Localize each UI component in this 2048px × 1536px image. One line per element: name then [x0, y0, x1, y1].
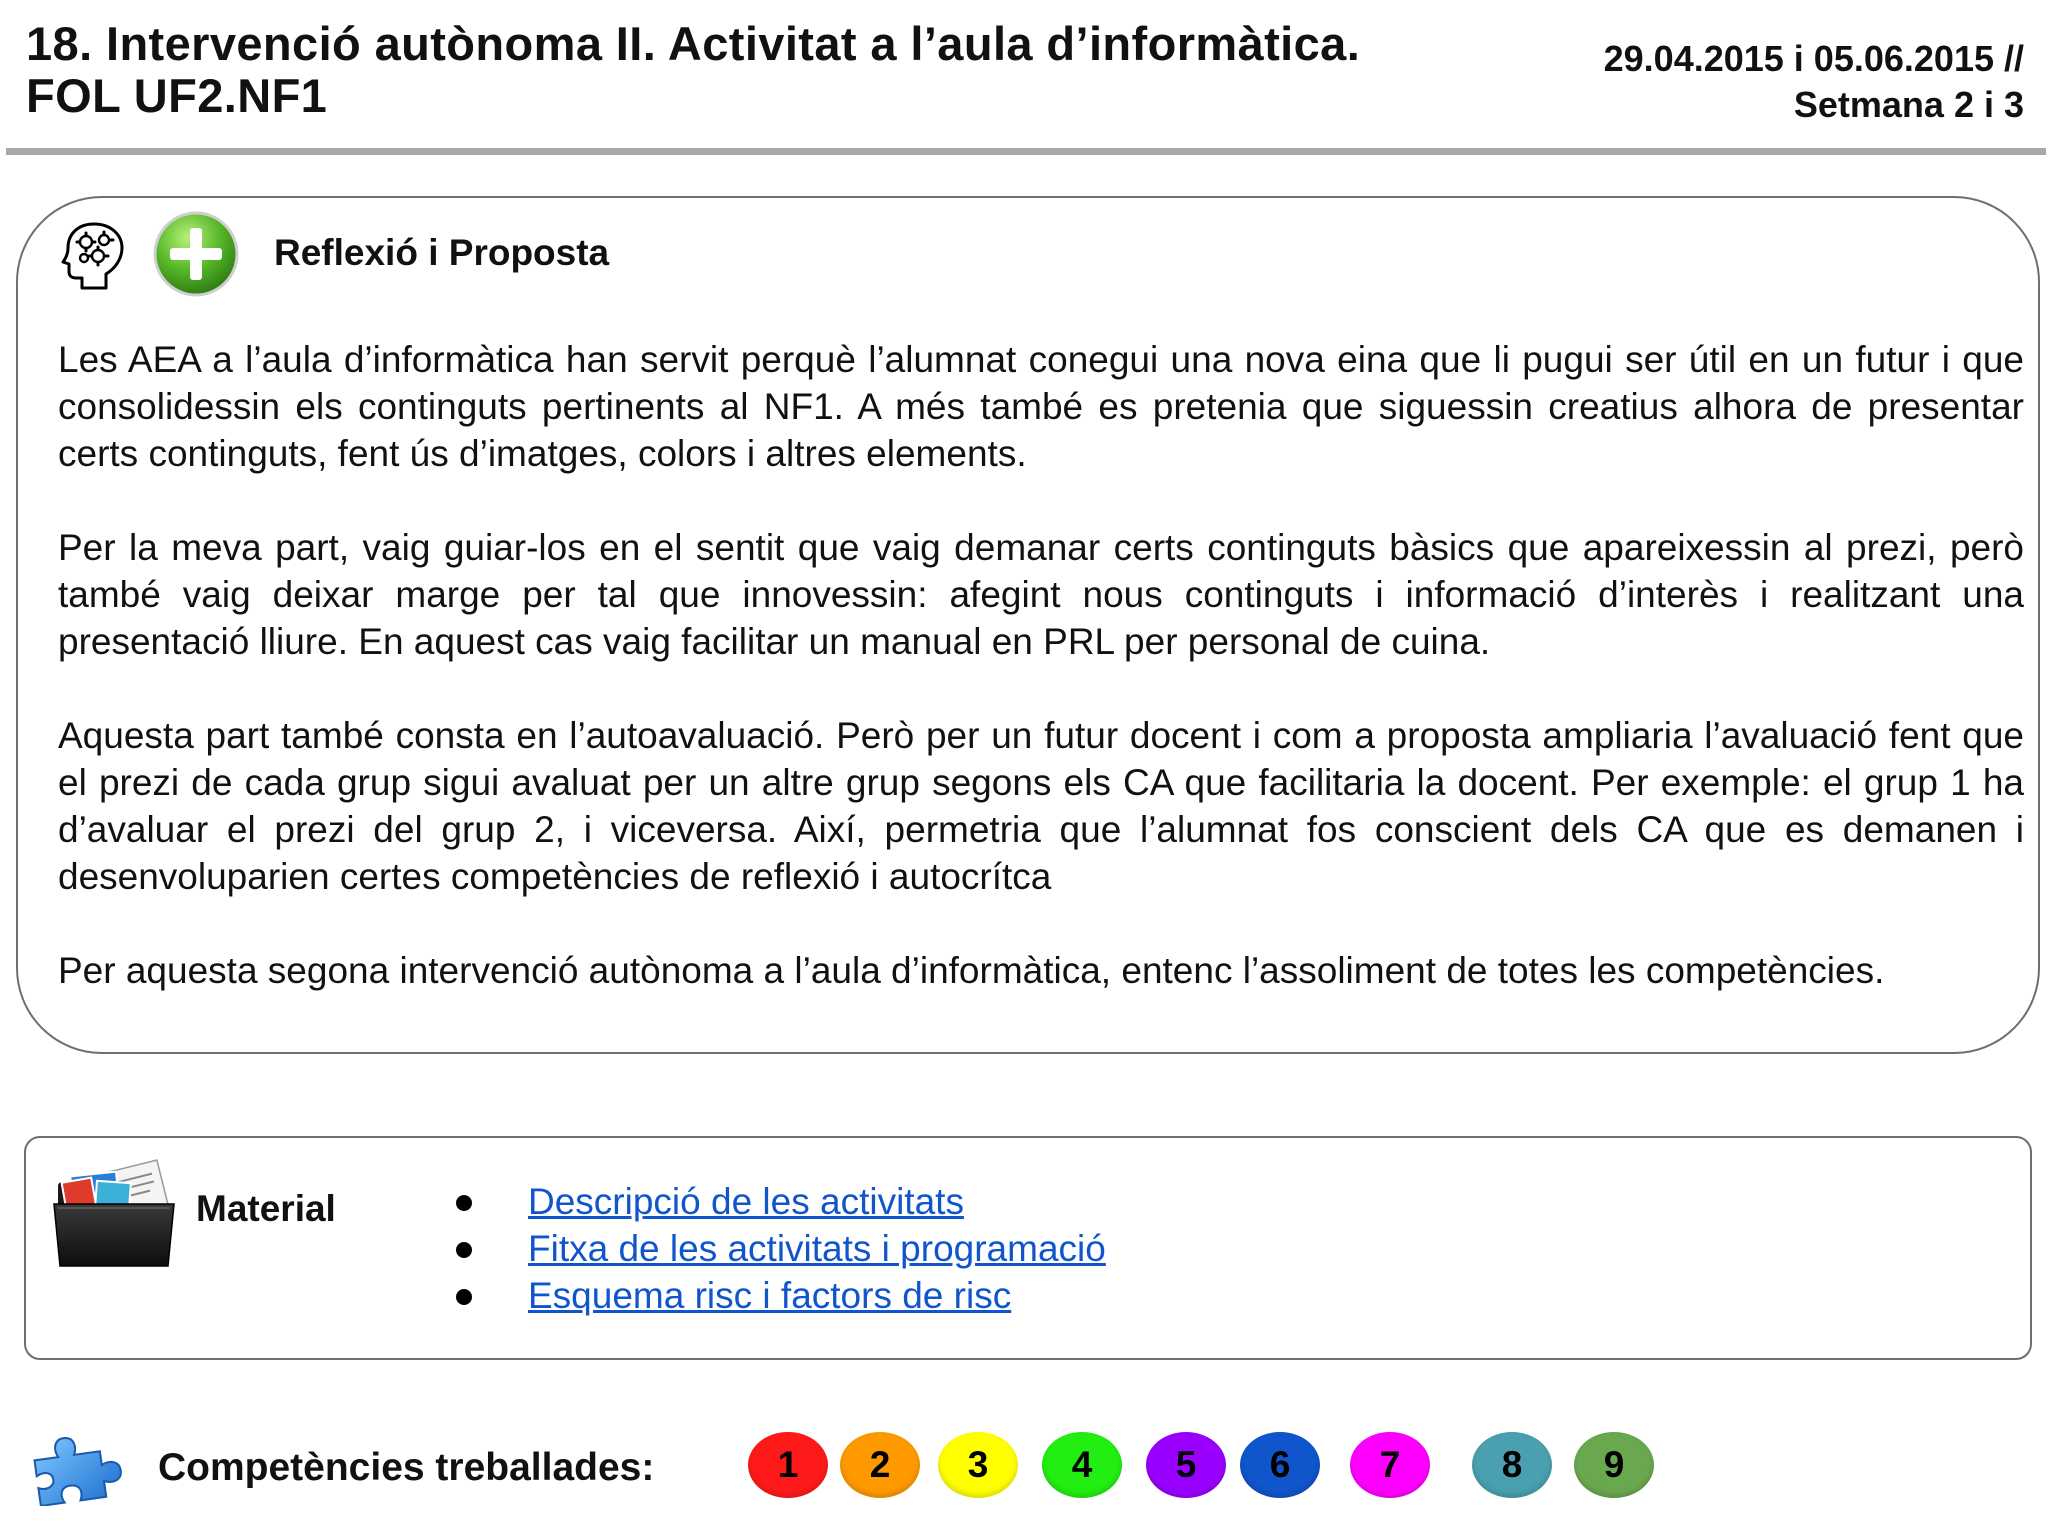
- bullet-icon: [456, 1242, 472, 1258]
- list-item: [450, 1272, 1106, 1319]
- competency-badge-5: 5: [1146, 1432, 1226, 1498]
- list-item: [450, 1178, 1106, 1225]
- page-title: [26, 18, 1526, 122]
- title-line-1: 18. Intervenció autònoma II. Activitat a l’aula d’informàtica.: [26, 17, 1361, 70]
- reflection-body: [58, 336, 2024, 994]
- material-links: [450, 1178, 1106, 1319]
- list-item: [450, 1225, 1106, 1272]
- header-divider: [6, 148, 2046, 155]
- date-range: [1464, 36, 2024, 128]
- reflection-paragraph: Les AEA a l’aula d’informàtica han servit perquè l’alumnat conegui una nova eina que li pugui ser útil en un futur i que consolidessin els continguts pertinents al NF1. A més també es pretenia que siguessin creatius alhora de presentar certs continguts, fent ús d’imatges, colors i altres elements.: [58, 339, 2024, 474]
- date-range-line-2: Setmana 2 i 3: [1793, 84, 2024, 125]
- reflection-heading: Reflexió i Proposta: [274, 232, 610, 273]
- competency-badge-7: 7: [1350, 1432, 1430, 1498]
- link-fitxa-activitats[interactable]: Fitxa de les activitats i programació: [528, 1228, 1106, 1269]
- date-range-line-1: 29.04.2015 i 05.06.2015 //: [1603, 38, 2024, 79]
- link-descripcio-activitats[interactable]: Descripció de les activitats: [528, 1181, 964, 1222]
- material-heading: Material: [196, 1188, 336, 1229]
- competency-badge-3: 3: [938, 1432, 1018, 1498]
- competency-badge-8: 8: [1472, 1432, 1552, 1498]
- competency-badge-9: 9: [1574, 1432, 1654, 1498]
- reflection-paragraph: Per aquesta segona intervenció autònoma a l’aula d’informàtica, entenc l’assoliment de totes les competències.: [58, 950, 1885, 991]
- bullet-icon: [456, 1195, 472, 1211]
- title-line-2: FOL UF2.NF1: [26, 69, 328, 122]
- page-header: [0, 0, 2048, 152]
- folder-icon: [50, 1154, 180, 1274]
- competency-badge-2: 2: [840, 1432, 920, 1498]
- reflection-paragraph: Aquesta part també consta en l’autoavaluació. Però per un futur docent i com a proposta ampliaria l’avaluació fent que el prezi de cada grup sigui avaluat per un altre grup segons els CA que facilitaria la docent. Per exemple: el grup 1 ha d’avaluar el prezi del grup 2, i viceversa. Així, permetria que l’alumnat fos conscient dels CA que es demanen i desenvoluparien certes competències de reflexió i autocrítca: [58, 715, 2024, 897]
- competencies-label: Competències treballades:: [158, 1446, 655, 1489]
- bullet-icon: [456, 1289, 472, 1305]
- competency-badge-4: 4: [1042, 1432, 1122, 1498]
- competency-badge-6: 6: [1240, 1432, 1320, 1498]
- green-plus-icon: [152, 210, 240, 298]
- reflection-paragraph: Per la meva part, vaig guiar-los en el sentit que vaig demanar certs continguts bàsics que apareixessin al prezi, però també vaig deixar marge per tal que innovessin: afegint nous continguts i informació d’interès i realitzant una presentació lliure. En aquest cas vaig facilitar un manual en PRL per personal de cuina.: [58, 527, 2024, 662]
- link-esquema-risc[interactable]: Esquema risc i factors de risc: [528, 1275, 1012, 1316]
- puzzle-icon: [26, 1424, 136, 1506]
- brain-gears-icon: [60, 220, 126, 292]
- competency-badge-1: 1: [748, 1432, 828, 1498]
